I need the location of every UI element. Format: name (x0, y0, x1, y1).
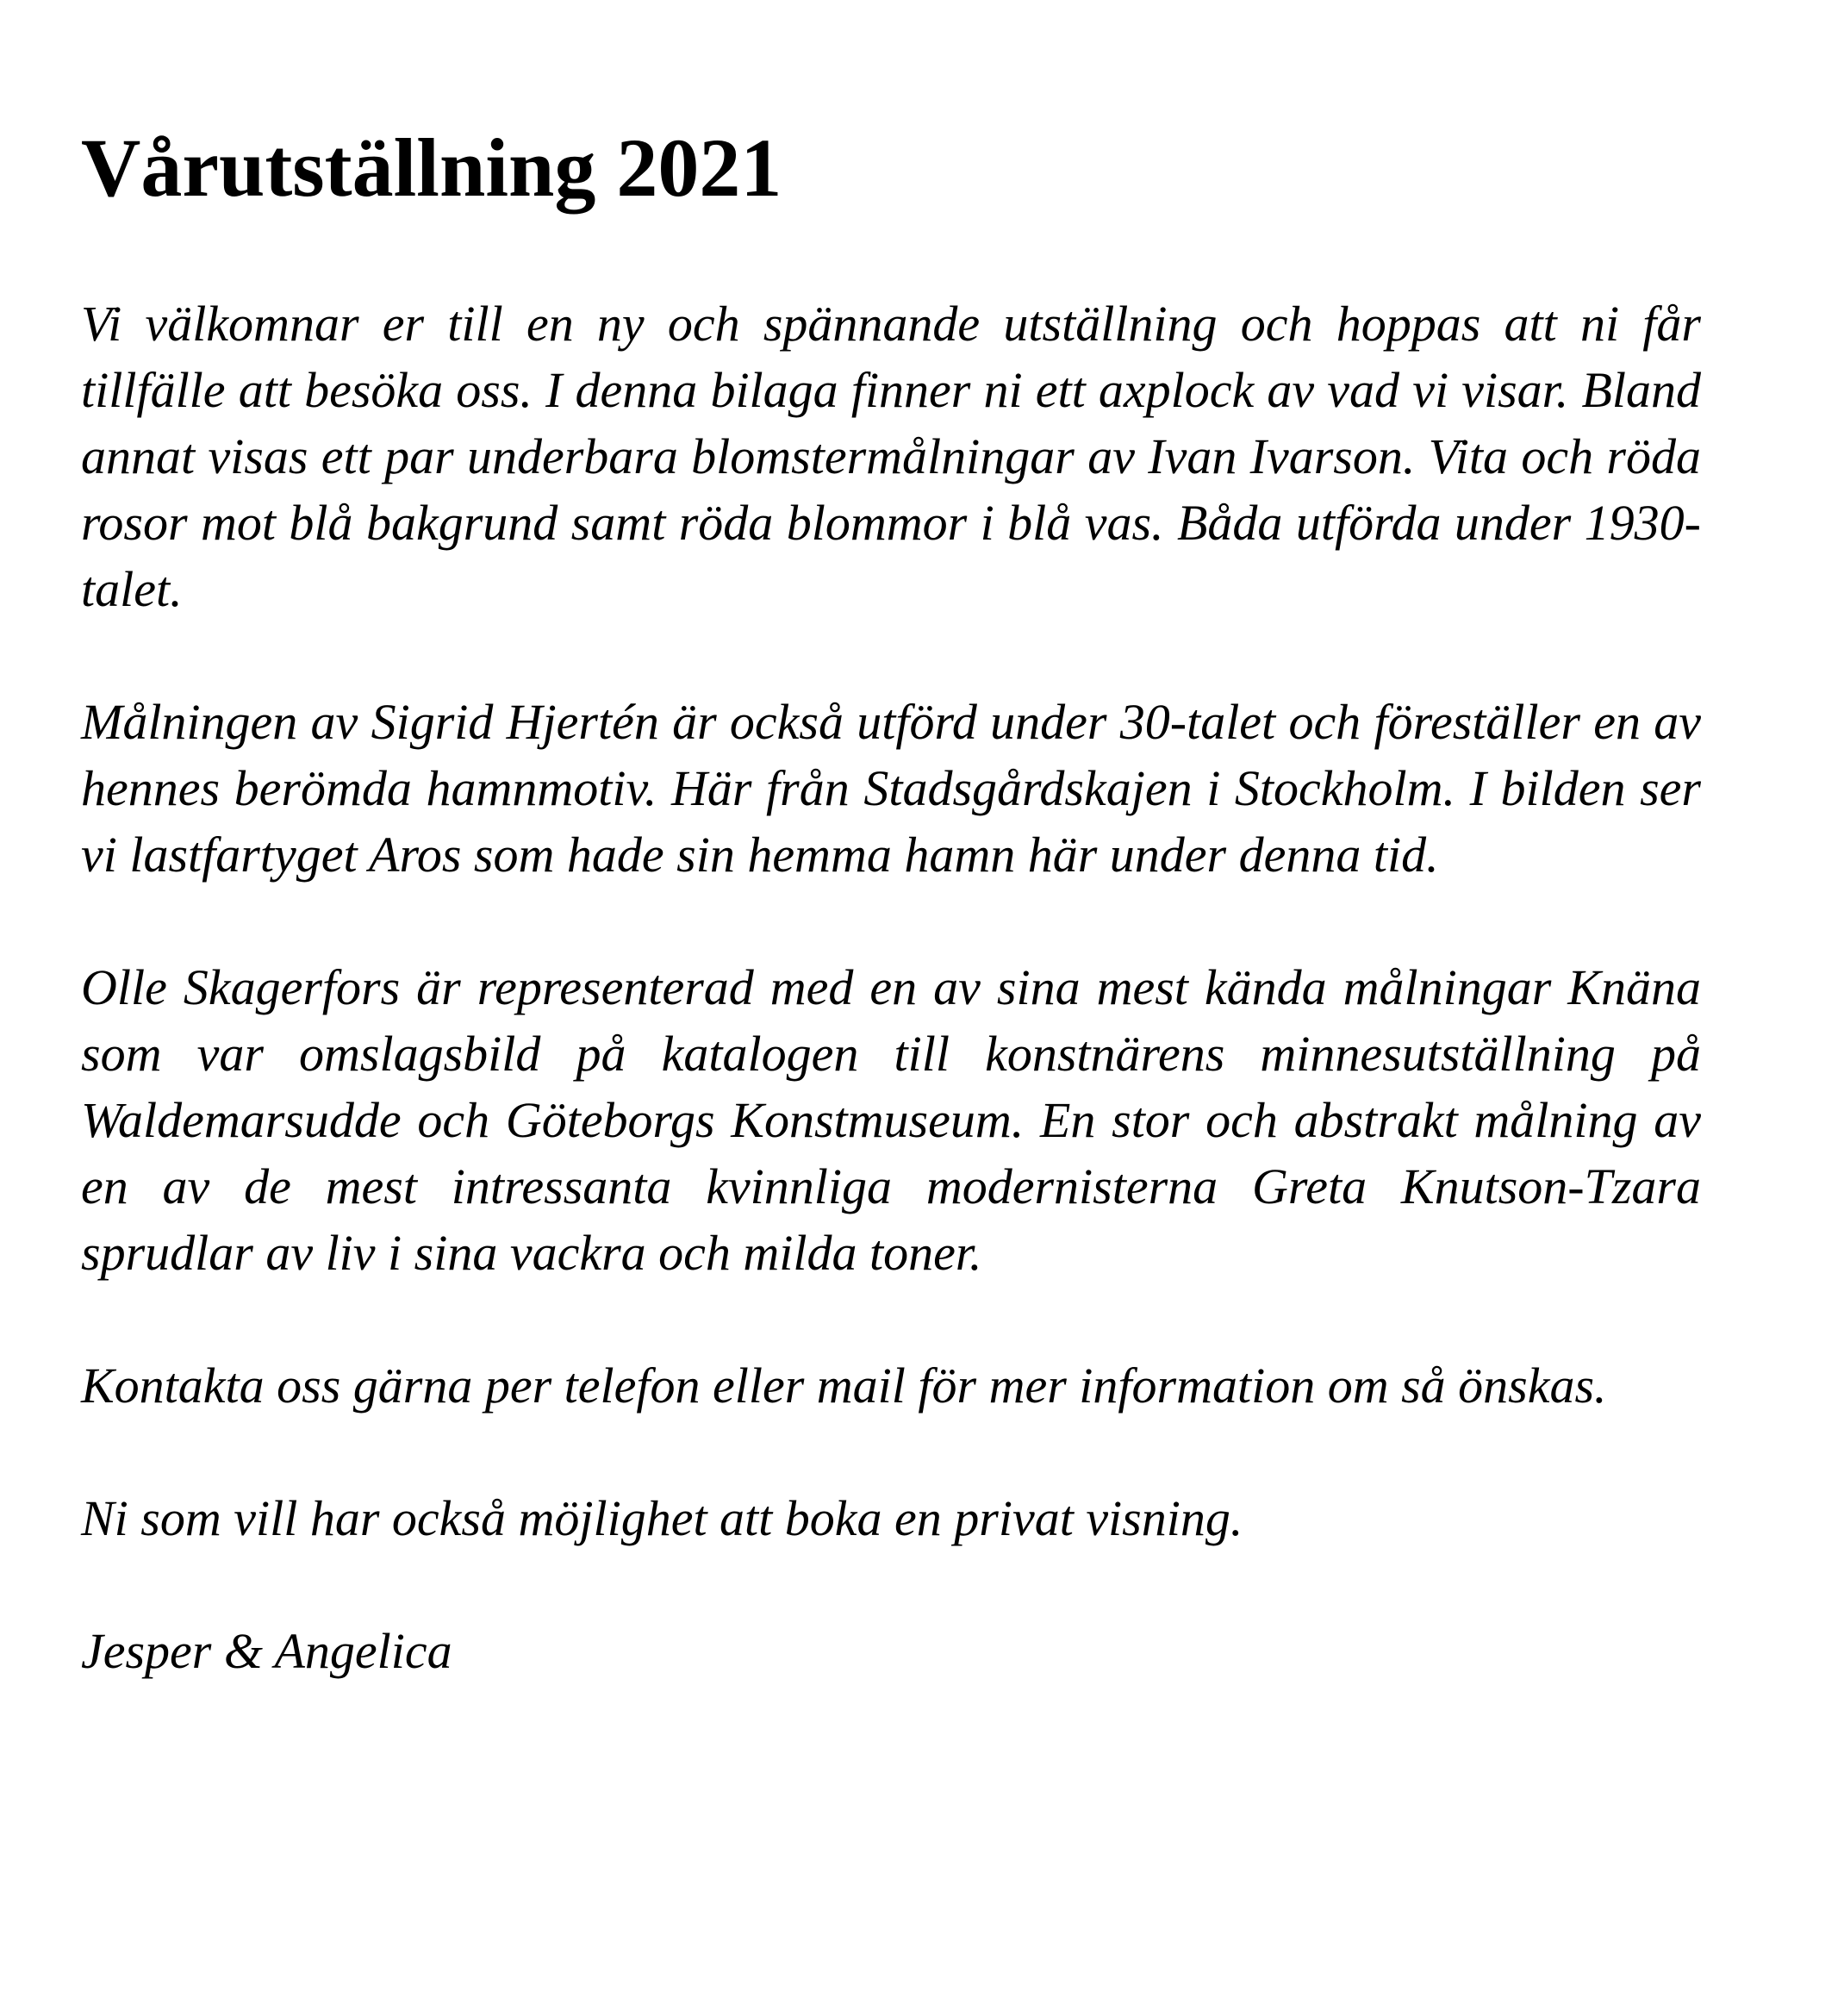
paragraph-hjerten: Målningen av Sigrid Hjertén är också utförd under 30-talet och föreställer en av hennes berömda hamnmotiv. Här från Stadsgårdskajen i Stockholm. I bilden ser vi lastfartyget Aros som hade sin hemma hamn här under denna tid. (81, 694, 1701, 883)
paragraph-skagerfors: Olle Skagerfors är representerad med en av sina mest kända målningar Knäna som var omslagsbild på katalogen till konstnärens minnesutställning på Waldemarsudde och Göteborgs Konstmuseum. En stor och abstrakt målning av en av de mest intressanta kvinnliga modernisterna Greta Knutson-Tzara sprudlar av liv i sina vackra och milda toner. (81, 959, 1701, 1281)
paragraph-welcome: Vi välkomnar er till en ny och spännande utställning och hoppas att ni får tillfälle att besöka oss. I denna bilaga finner ni ett axplock av vad vi visar. Bland annat visas ett par underbara blomstermålningar av Ivan Ivarson. Vita och röda rosor mot blå bakgrund samt röda blommor i blå vas. Båda utförda under 1930-talet. (81, 296, 1701, 617)
page-title: Vårutställning 2021 (81, 122, 782, 214)
paragraph-private-viewing: Ni som vill har också möjlighet att boka en privat visning. (81, 1490, 1243, 1546)
paragraph-contact: Kontakta oss gärna per telefon eller mail för mer information om så önskas. (81, 1358, 1607, 1414)
signature: Jesper & Angelica (81, 1623, 452, 1679)
document-page (81, 0, 1701, 1684)
